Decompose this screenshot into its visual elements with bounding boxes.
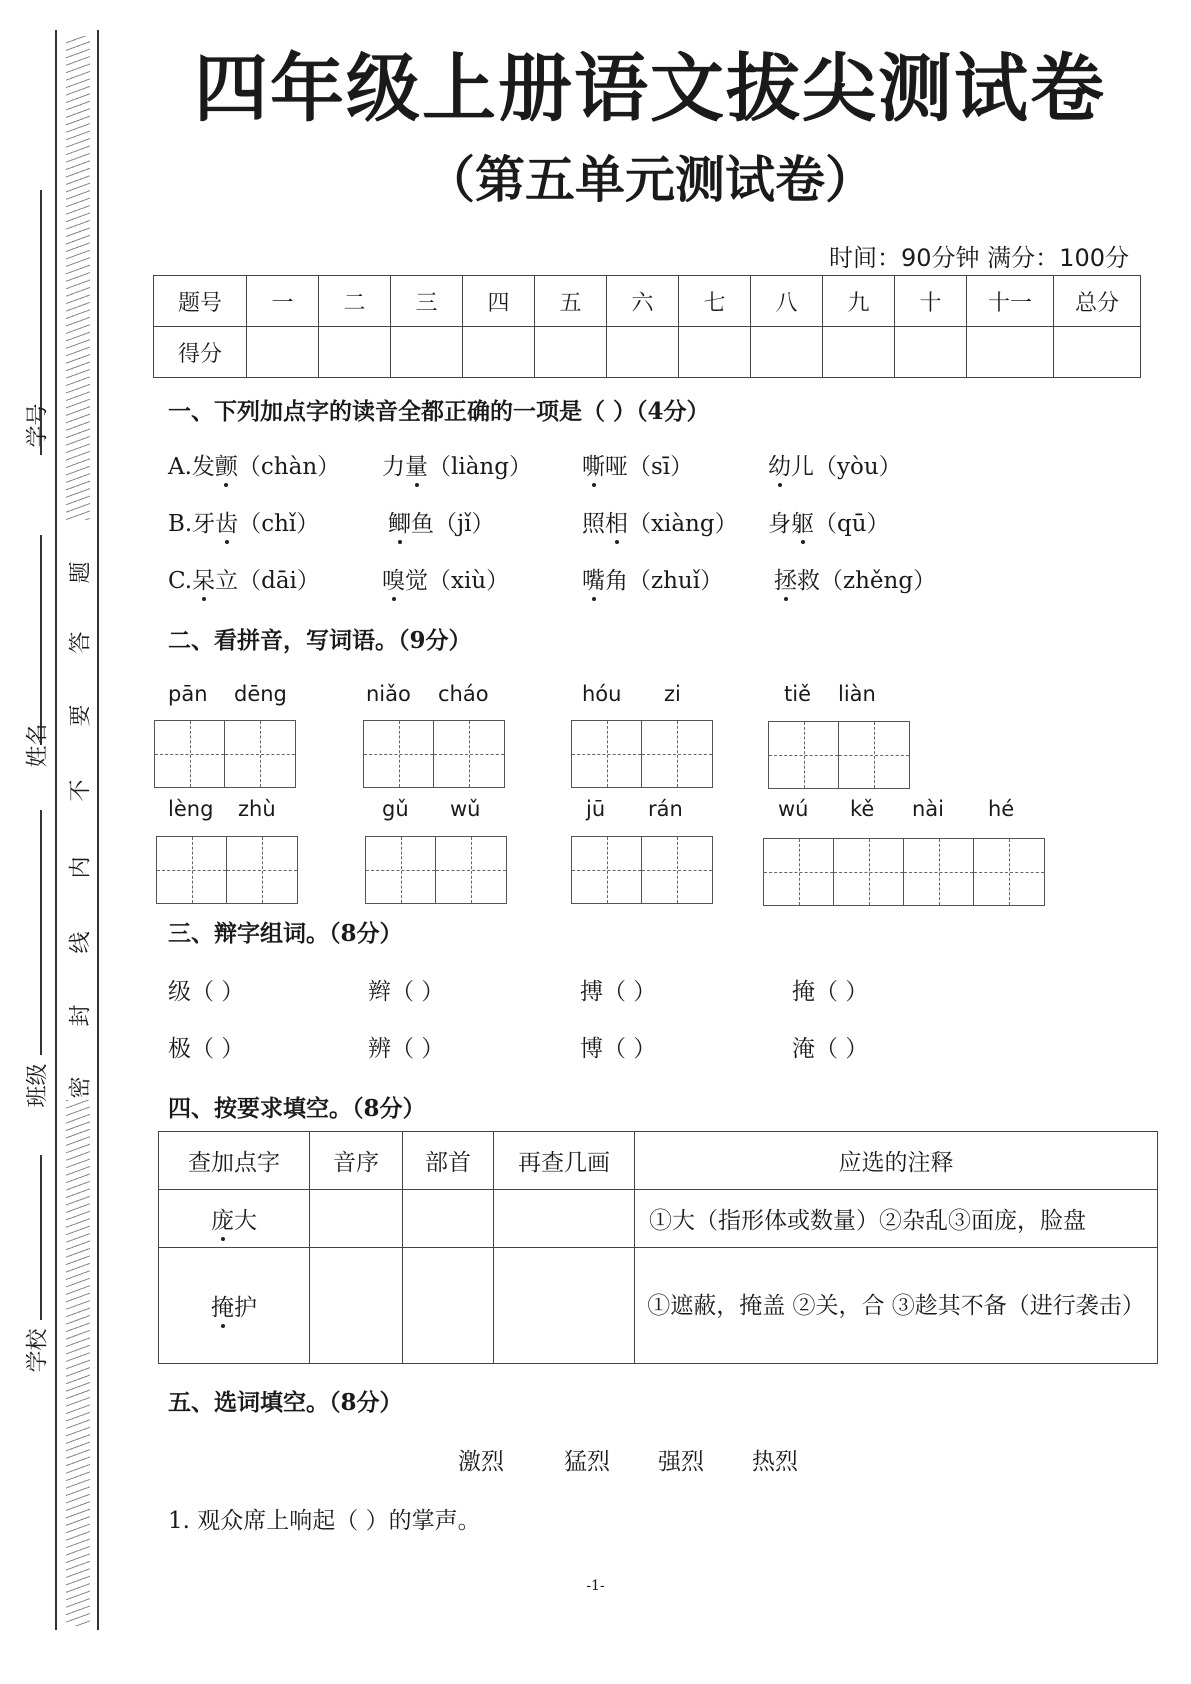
score-header-cell: 十: [895, 276, 967, 327]
writing-grid[interactable]: [365, 836, 507, 904]
section-2-title: 二、看拼音，写词语。（9分）: [168, 627, 472, 654]
pinyin-label: zhù: [238, 797, 276, 821]
dictionary-header-row: [159, 1132, 1158, 1190]
pinyin-label: tiě: [784, 682, 811, 706]
option-item: [582, 505, 738, 538]
score-cell[interactable]: [1054, 327, 1141, 378]
grid-cell[interactable]: [642, 837, 712, 903]
writing-grid[interactable]: [156, 836, 298, 904]
score-cell[interactable]: [967, 327, 1054, 378]
word-group-blank[interactable]: 淹（ ）: [792, 1036, 869, 1062]
note-cell: ①大（指形体或数量）②杂乱③面庞，脸盘: [635, 1190, 1158, 1248]
pinyin: （sī）: [628, 454, 694, 480]
dotted-char: 颤: [215, 448, 238, 481]
word-pre: 身: [768, 511, 791, 537]
pinyin-label: hé: [988, 797, 1015, 821]
word-post: 觉: [405, 568, 428, 594]
word-cell: [159, 1248, 310, 1364]
pinyin-label: liàn: [838, 682, 876, 706]
option-label: C.: [168, 568, 193, 594]
word-group-blank[interactable]: 博（ ）: [580, 1036, 657, 1062]
grid-cell[interactable]: [155, 721, 225, 787]
table-header: 音序: [310, 1132, 403, 1190]
option-item: [582, 448, 693, 481]
pinyin-label: wǔ: [450, 797, 481, 821]
option-label: B.: [168, 511, 193, 537]
pinyin-label: niǎo: [366, 682, 411, 706]
class-line[interactable]: [40, 810, 42, 1055]
pinyin: （xiù）: [428, 568, 510, 594]
option-item: [388, 505, 495, 538]
answer-cell[interactable]: [403, 1248, 494, 1364]
section-3-title: 三、辩字组词。（8分）: [168, 920, 403, 947]
table-header: 查加点字: [159, 1132, 310, 1190]
seal-char: 要: [68, 704, 94, 727]
section-1-title: 一、下列加点字的读音全都正确的一项是（ ）（4分）: [168, 398, 710, 425]
word-group-blank[interactable]: 级（ ）: [168, 979, 245, 1005]
pinyin-label: dēng: [234, 682, 287, 706]
grid-cell[interactable]: [436, 837, 506, 903]
word-post: 儿: [791, 454, 814, 480]
pinyin-label: zi: [664, 682, 681, 706]
grid-cell[interactable]: [904, 839, 974, 905]
pinyin-label: lèng: [168, 797, 214, 821]
dotted-char: 幼: [768, 448, 791, 481]
pinyin: （zhuǐ）: [628, 568, 724, 594]
dotted-char: 拯: [774, 562, 797, 595]
word-rest: 大: [234, 1208, 257, 1234]
word-group-blank[interactable]: 掩（ ）: [792, 979, 869, 1005]
exam-meta: 时间：90分钟 满分：100分: [829, 244, 1129, 272]
grid-cell[interactable]: [434, 721, 504, 787]
dotted-char: 量: [405, 448, 428, 481]
score-header-cell: 七: [679, 276, 751, 327]
pinyin: （xiàng）: [628, 511, 738, 537]
class-label: 班级: [25, 1063, 51, 1108]
option-item: [382, 448, 532, 481]
answer-cell[interactable]: [494, 1190, 635, 1248]
grid-cell[interactable]: [834, 839, 904, 905]
option-item: [168, 562, 320, 595]
dotted-char: 鲫: [388, 505, 411, 538]
grid-cell[interactable]: [227, 837, 297, 903]
word-group-blank[interactable]: 辨（ ）: [368, 1036, 445, 1062]
score-header-cell: 九: [823, 276, 895, 327]
score-header-cell: 总分: [1054, 276, 1141, 327]
score-table-header-row: [154, 276, 1141, 327]
margin-line-right: [97, 30, 99, 1630]
score-header-cell: 八: [751, 276, 823, 327]
table-row: [159, 1190, 1158, 1248]
score-cell[interactable]: [391, 327, 463, 378]
pinyin: （chàn）: [237, 454, 341, 480]
word-rest: 护: [234, 1295, 257, 1321]
pinyin-label: hóu: [582, 682, 622, 706]
dotted-char: 呆: [192, 562, 215, 595]
writing-grid[interactable]: [768, 721, 910, 789]
document-title: 四年级上册语文拔尖测试卷: [194, 46, 1106, 132]
dotted-char: 相: [605, 505, 628, 538]
seal-char: 密: [68, 1076, 94, 1099]
grid-cell[interactable]: [764, 839, 834, 905]
dotted-char: 躯: [791, 505, 814, 538]
writing-grid[interactable]: [154, 720, 296, 788]
margin-line-left: [55, 30, 57, 1630]
word-bank-item: 热烈: [752, 1449, 798, 1475]
pinyin-label: kě: [850, 797, 875, 821]
word-pre: 发: [191, 454, 215, 480]
pinyin: （yòu）: [814, 454, 902, 480]
dotted-char: 掩: [211, 1289, 234, 1322]
score-cell[interactable]: [463, 327, 535, 378]
grid-cell[interactable]: [157, 837, 227, 903]
pinyin-label: wú: [778, 797, 809, 821]
pinyin-label: jū: [586, 797, 606, 821]
score-header-cell: 十一: [967, 276, 1054, 327]
pinyin: （qū）: [814, 511, 890, 537]
school-line[interactable]: [40, 1155, 42, 1320]
document-subtitle: （第五单元测试卷）: [425, 151, 875, 209]
page-number: -1-: [586, 1578, 605, 1594]
word-pre: 照: [582, 511, 605, 537]
seal-char: 封: [68, 1004, 94, 1027]
grid-cell[interactable]: [839, 722, 909, 788]
writing-grid[interactable]: [571, 836, 713, 904]
answer-cell[interactable]: [310, 1190, 403, 1248]
pinyin-label: pān: [168, 682, 208, 706]
table-row: [159, 1248, 1158, 1364]
pinyin-label: cháo: [438, 682, 489, 706]
word-group-blank[interactable]: 搏（ ）: [580, 979, 657, 1005]
score-table: [153, 275, 1141, 378]
table-header: 再查几画: [494, 1132, 635, 1190]
answer-cell[interactable]: [403, 1190, 494, 1248]
grid-cell[interactable]: [769, 722, 839, 788]
seal-char: 答: [68, 631, 94, 654]
writing-grid[interactable]: [363, 720, 505, 788]
answer-cell[interactable]: [494, 1248, 635, 1364]
dotted-char: 嗅: [382, 562, 405, 595]
word-post: 鱼: [411, 511, 434, 537]
option-item: [168, 505, 319, 538]
option-item: [768, 448, 902, 481]
grid-cell[interactable]: [642, 721, 712, 787]
word-post: 角: [605, 568, 628, 594]
answer-cell[interactable]: [310, 1248, 403, 1364]
option-item: [774, 562, 936, 595]
table-header: 应选的注释: [635, 1132, 1158, 1190]
word-pre: 牙: [192, 511, 216, 537]
option-item: [382, 562, 509, 595]
seal-char: 题: [68, 561, 94, 584]
note-cell: ①遮蔽，掩盖 ②关，合 ③趁其不备（进行袭击）: [635, 1248, 1158, 1364]
seal-char: 不: [68, 779, 94, 802]
score-cell[interactable]: [535, 327, 607, 378]
score-cell[interactable]: [319, 327, 391, 378]
dotted-char: 庞: [211, 1202, 234, 1235]
score-header-cell: 六: [607, 276, 679, 327]
grid-cell[interactable]: [572, 721, 642, 787]
pinyin: （chǐ）: [238, 511, 320, 537]
grid-cell[interactable]: [366, 837, 436, 903]
word-bank-item: 猛烈: [564, 1449, 610, 1475]
score-header-cell: 题号: [154, 276, 247, 327]
writing-grid[interactable]: [571, 720, 713, 788]
score-header-cell: 三: [391, 276, 463, 327]
fill-blank-question[interactable]: 1. 观众席上响起（ ）的掌声。: [168, 1508, 481, 1534]
score-cell[interactable]: [607, 327, 679, 378]
student-id-label: 学号: [25, 403, 51, 448]
word-bank-item: 激烈: [458, 1449, 504, 1475]
dotted-char: 嘴: [582, 562, 605, 595]
option-item: [168, 448, 340, 481]
score-cell[interactable]: [823, 327, 895, 378]
seal-char: 内: [68, 856, 94, 879]
score-cell[interactable]: [895, 327, 967, 378]
word-group-blank[interactable]: 极（ ）: [168, 1036, 245, 1062]
word-pre: 力: [382, 454, 405, 480]
option-item: [582, 562, 723, 595]
name-line[interactable]: [40, 535, 42, 745]
school-label: 学校: [25, 1328, 51, 1373]
score-cell[interactable]: [247, 327, 319, 378]
score-header-cell: 二: [319, 276, 391, 327]
word-post: 立: [215, 568, 239, 594]
option-item: [768, 505, 890, 538]
score-cell[interactable]: [751, 327, 823, 378]
score-header-cell: 四: [463, 276, 535, 327]
dotted-char: 齿: [215, 505, 238, 538]
section-5-title: 五、选词填空。（8分）: [168, 1389, 403, 1416]
dotted-char: 嘶: [582, 448, 605, 481]
score-header-cell: 五: [535, 276, 607, 327]
grid-cell[interactable]: [572, 837, 642, 903]
pinyin: （dāi）: [238, 568, 320, 594]
score-row-label: 得分: [154, 327, 247, 378]
word-post: 哑: [605, 454, 628, 480]
pinyin-label: rán: [648, 797, 683, 821]
score-header-cell: 一: [247, 276, 319, 327]
table-header: 部首: [403, 1132, 494, 1190]
word-bank-item: 强烈: [658, 1449, 704, 1475]
pinyin-label: gǔ: [382, 797, 409, 821]
pinyin: （jǐ）: [434, 511, 495, 537]
section-4-title: 四、按要求填空。（8分）: [168, 1095, 426, 1122]
grid-cell[interactable]: [225, 721, 295, 787]
word-group-blank[interactable]: 辫（ ）: [368, 979, 445, 1005]
name-label: 姓名: [25, 723, 51, 768]
word-post: 救: [797, 568, 820, 594]
pinyin-label: nài: [912, 797, 945, 821]
writing-grid[interactable]: [763, 838, 1045, 906]
option-label: A.: [168, 454, 192, 480]
grid-cell[interactable]: [974, 839, 1044, 905]
grid-cell[interactable]: [364, 721, 434, 787]
dictionary-table: [158, 1131, 1158, 1364]
seal-char: 线: [68, 931, 94, 954]
score-cell[interactable]: [679, 327, 751, 378]
word-cell: [159, 1190, 310, 1248]
pinyin: （liàng）: [428, 454, 532, 480]
pinyin: （zhěng）: [820, 568, 937, 594]
score-table-score-row: [154, 327, 1141, 378]
